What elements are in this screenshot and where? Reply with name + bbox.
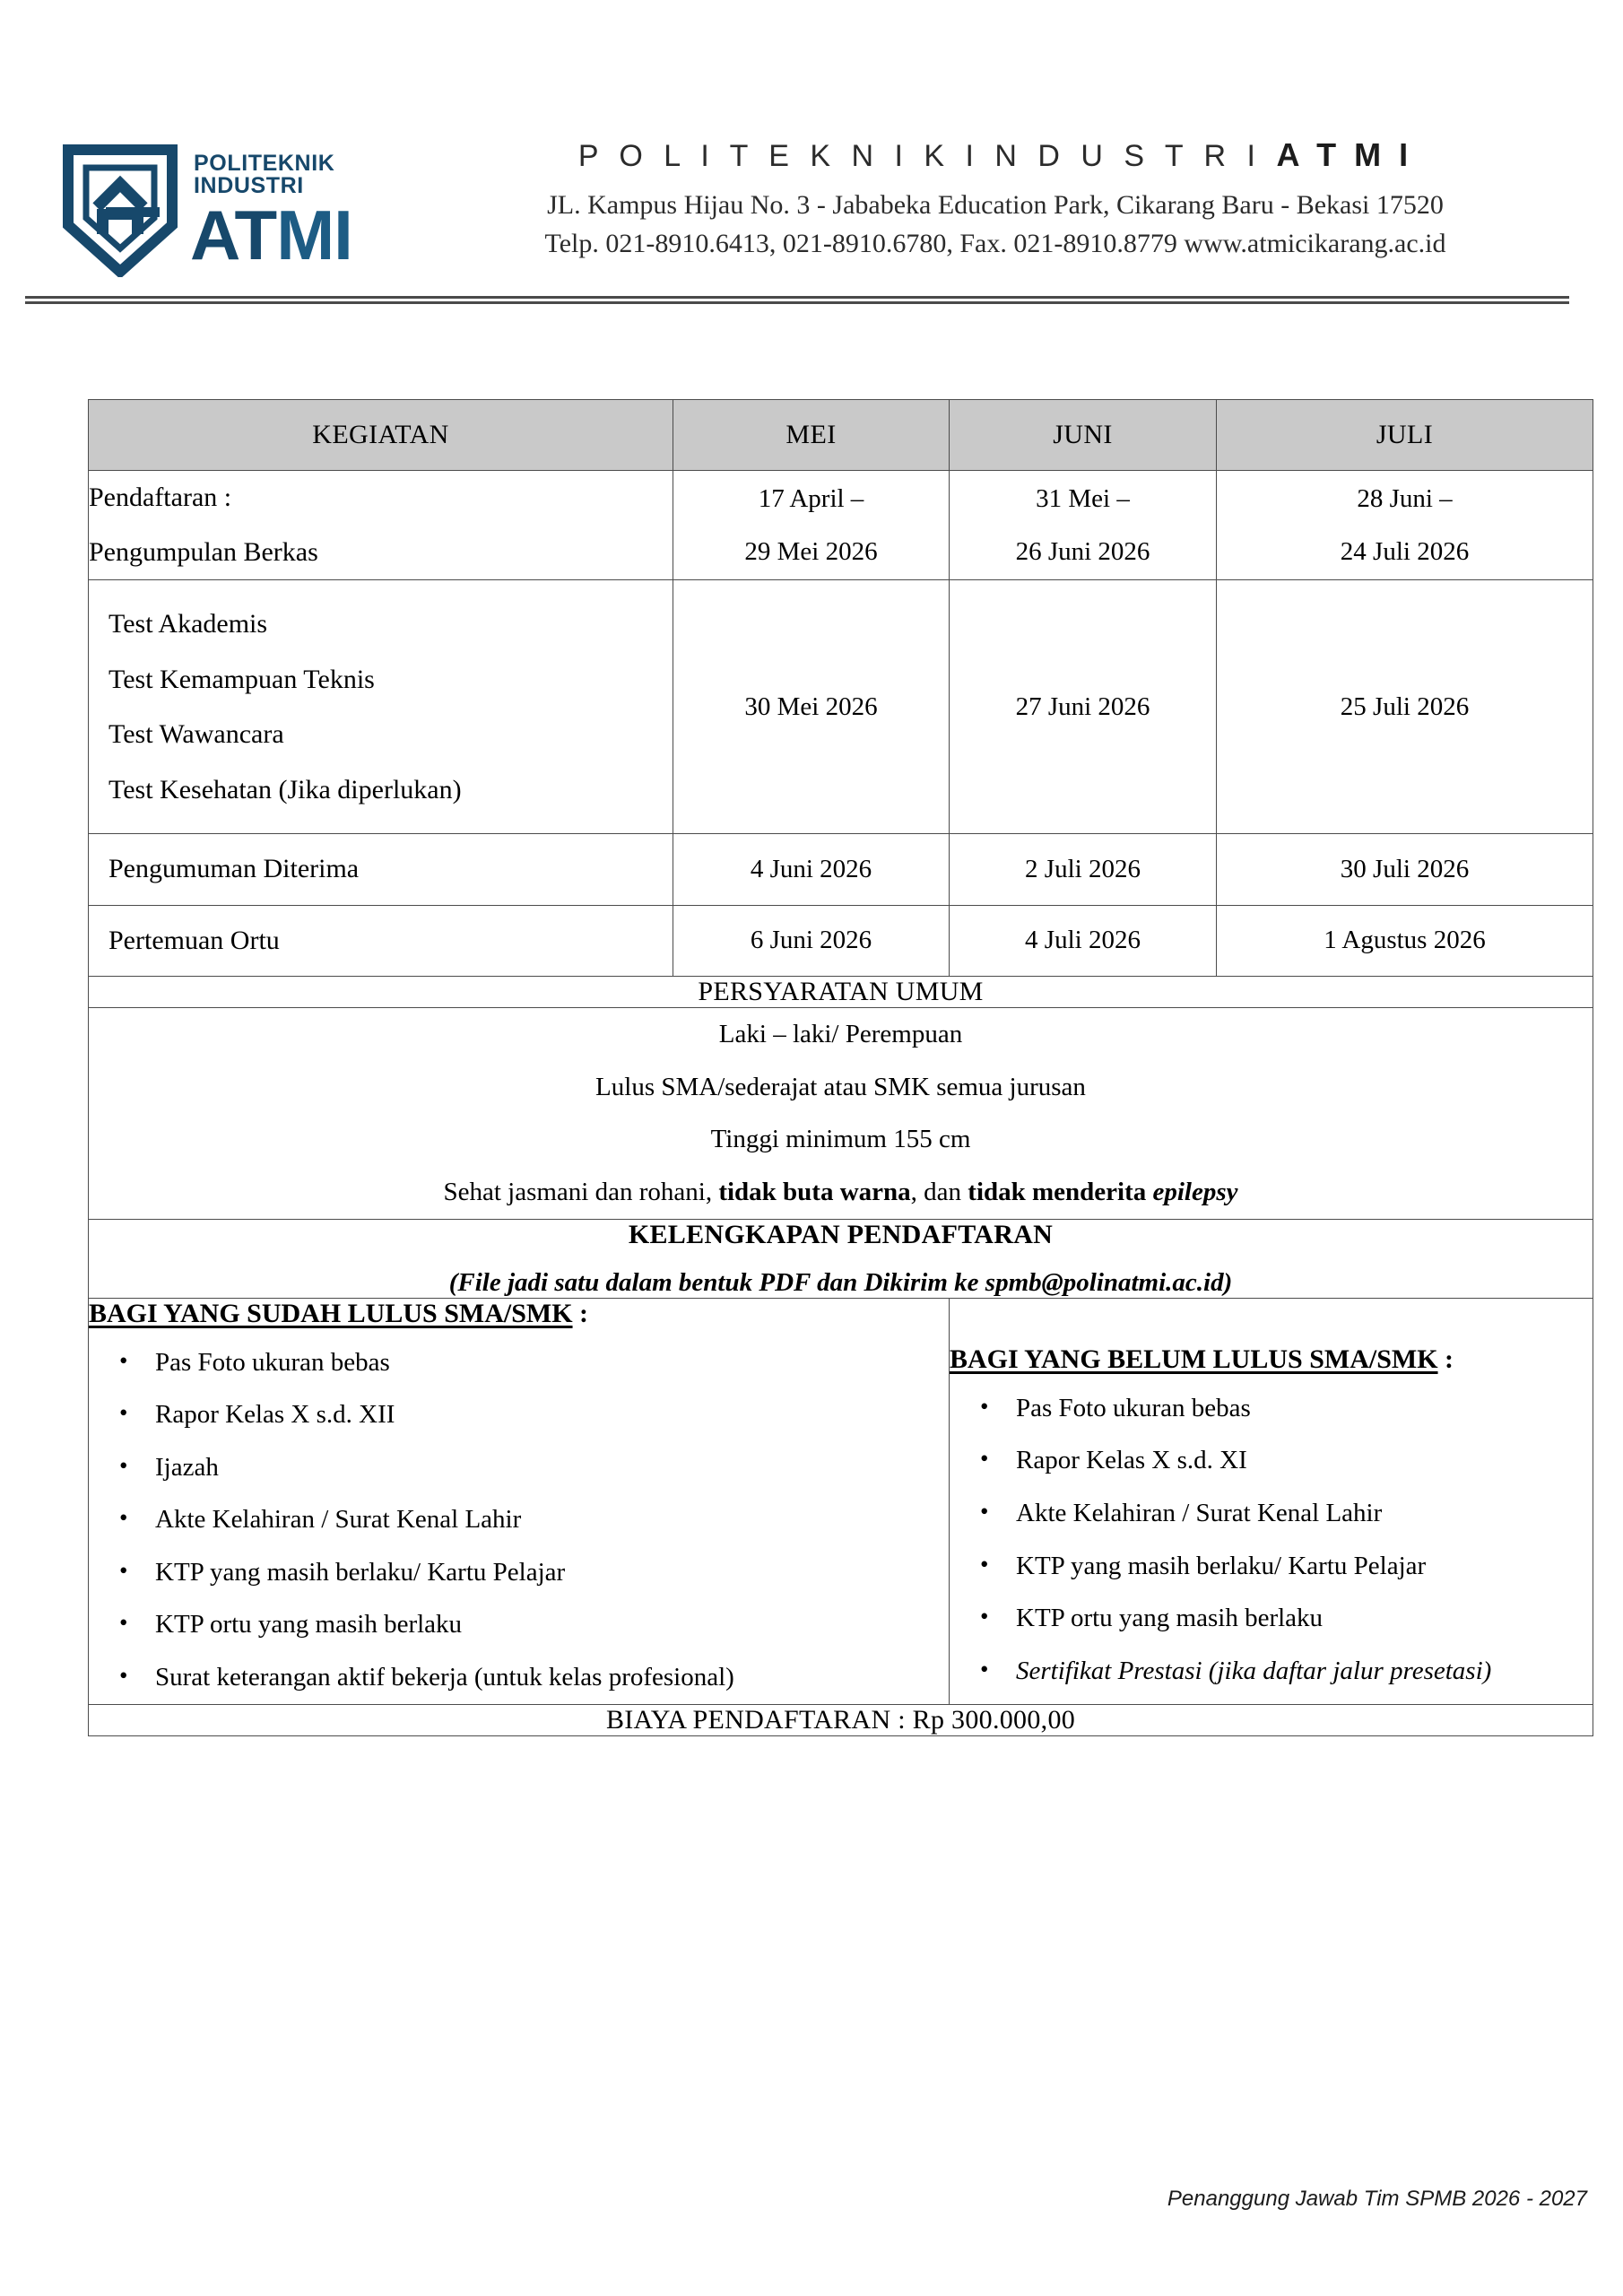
header-juli: JULI (1217, 400, 1593, 471)
kelengkapan-pendaftaran-block (89, 1219, 1593, 1298)
persyaratan-line: Lulus SMA/sederajat atau SMK semua jurusan (595, 1072, 1086, 1101)
list-item: • KTP yang masih berlaku/ Kartu Pelajar (1016, 1540, 1593, 1593)
row-label-line: Test Akademis (108, 609, 268, 639)
health-text-a: Sehat jasmani dan rohani, (443, 1177, 719, 1206)
date-line: 26 Juni 2026 (1015, 536, 1150, 566)
list-item: • Pas Foto ukuran bebas (155, 1336, 949, 1389)
logo-wordmark (190, 150, 439, 274)
date-line: 29 Mei 2026 (744, 536, 878, 566)
list-item: • Rapor Kelas X s.d. XI (1016, 1434, 1593, 1487)
cell-ortu-juli: 1 Agustus 2026 (1217, 905, 1593, 977)
row-label-line: Test Kemampuan Teknis (108, 664, 375, 694)
table-row (89, 580, 1593, 834)
footer-note: Penanggung Jawab Tim SPMB 2026 - 2027 (1167, 2187, 1587, 2211)
kelengkapan-subtitle: (File jadi satu dalam bentuk PDF dan Dikirim ke spmb@polinatmi.ac.id) (448, 1267, 1233, 1297)
not-graduated-heading-wrap (950, 1344, 1593, 1382)
cell-ortu-juni: 4 Juli 2026 (950, 905, 1217, 977)
list-item: • Surat keterangan aktif bekerja (untuk kelas profesional) (155, 1651, 949, 1704)
list-item: • Akte Kelahiran / Surat Kenal Lahir (1016, 1487, 1593, 1540)
logo-atmi-text (190, 195, 439, 274)
row-label-line: Test Kesehatan (Jika diperlukan) (108, 774, 462, 804)
cell-pengumuman-mei: 4 Juni 2026 (673, 834, 950, 906)
health-text-b: tidak buta warna (718, 1177, 911, 1206)
health-text-c: , dan (910, 1177, 968, 1206)
institution-title (448, 136, 1542, 174)
letterhead (0, 0, 1623, 323)
logo-atmi-part1: AT (190, 195, 277, 274)
table-row (89, 905, 1593, 977)
cell-test-mei: 30 Mei 2026 (673, 580, 950, 834)
health-text-d: tidak menderita (968, 1177, 1153, 1206)
table-row (89, 1298, 1593, 1704)
table-row (89, 1008, 1593, 1219)
row-label-line: Test Wawancara (108, 719, 284, 750)
cell-pengumuman-juni: 2 Juli 2026 (950, 834, 1217, 906)
row-label-pertemuan-ortu: Pertemuan Ortu (89, 905, 673, 977)
list-item-italic (1016, 1645, 1593, 1698)
requirements-not-graduated-column (950, 1298, 1593, 1704)
institution-title-prefix: P O L I T E K N I K I N D U S T R I (577, 139, 1277, 173)
table-row (89, 834, 1593, 906)
header-kegiatan: KEGIATAN (89, 400, 673, 471)
table-row (89, 977, 1593, 1008)
requirements-graduated-column (89, 1298, 950, 1704)
atmi-logo (63, 139, 439, 283)
date-line: 28 Juni – (1357, 484, 1453, 514)
list-item: • Pas Foto ukuran bebas (1016, 1382, 1593, 1435)
graduated-heading-wrap (89, 1299, 949, 1336)
header-divider (25, 296, 1569, 304)
logo-kicker-text: POLITEKNIK INDUSTRI (194, 150, 335, 198)
biaya-pendaftaran: BIAYA PENDAFTARAN : Rp 300.000,00 (89, 1704, 1593, 1735)
header-mei: MEI (673, 400, 950, 471)
list-item: • KTP ortu yang masih berlaku (155, 1598, 949, 1651)
kelengkapan-title: KELENGKAPAN PENDAFTARAN (628, 1219, 1054, 1249)
cell-pendaftaran-juni (950, 471, 1217, 580)
graduated-heading: BAGI YANG SUDAH LULUS SMA/SMK (89, 1298, 573, 1328)
list-item-italic-text: Sertifikat Prestasi (jika daftar jalur presetasi) (1016, 1656, 1492, 1685)
date-line: 31 Mei – (1036, 484, 1130, 514)
address-line-2: Telp. 021-8910.6413, 021-8910.6780, Fax. 021-8910.8779 www.atmicikarang.ac.id (544, 228, 1446, 258)
list-item: • KTP yang masih berlaku/ Kartu Pelajar (155, 1546, 949, 1599)
persyaratan-umum-title: PERSYARATAN UMUM (89, 977, 1593, 1008)
graduated-requirements-list (89, 1336, 949, 1704)
cell-ortu-mei: 6 Juni 2026 (673, 905, 950, 977)
admission-schedule-table (88, 399, 1593, 1736)
not-graduated-heading: BAGI YANG BELUM LULUS SMA/SMK (950, 1344, 1438, 1374)
row-label-pendaftaran (89, 471, 673, 580)
graduated-heading-colon: : (572, 1298, 589, 1328)
address-line-1: JL. Kampus Hijau No. 3 - Jababeka Education Park, Cikarang Baru - Bekasi 17520 (547, 190, 1444, 220)
cell-test-juni: 27 Juni 2026 (950, 580, 1217, 834)
cell-pengumuman-juli: 30 Juli 2026 (1217, 834, 1593, 906)
list-item: • Ijazah (155, 1441, 949, 1494)
row-label-line: Pengumpulan Berkas (89, 536, 318, 567)
date-line: 24 Juli 2026 (1340, 536, 1470, 566)
persyaratan-line-health (89, 1166, 1593, 1219)
not-graduated-requirements-list (950, 1382, 1593, 1697)
shield-logo-icon (63, 144, 178, 277)
persyaratan-umum-body (89, 1008, 1593, 1219)
row-label-line: Pendaftaran : (89, 483, 232, 512)
cell-test-juli: 25 Juli 2026 (1217, 580, 1593, 834)
cell-pendaftaran-juli (1217, 471, 1593, 580)
institution-title-bold: A T M I (1276, 136, 1413, 173)
health-text-e: epilepsy (1152, 1177, 1238, 1206)
cell-pendaftaran-mei (673, 471, 950, 580)
persyaratan-line: Tinggi minimum 155 cm (710, 1125, 971, 1154)
persyaratan-line: Laki – laki/ Perempuan (718, 1020, 963, 1049)
table-header-row (89, 400, 1593, 471)
row-label-tests (89, 580, 673, 834)
logo-atmi-part2: MI (276, 195, 352, 274)
table-row (89, 1704, 1593, 1735)
date-line: 17 April – (758, 484, 864, 514)
table-row (89, 1219, 1593, 1298)
not-graduated-heading-colon: : (1437, 1344, 1454, 1374)
list-item: • Akte Kelahiran / Surat Kenal Lahir (155, 1493, 949, 1546)
header-juni: JUNI (950, 400, 1217, 471)
list-item: • KTP ortu yang masih berlaku (1016, 1592, 1593, 1645)
row-label-pengumuman: Pengumuman Diterima (89, 834, 673, 906)
list-item: • Rapor Kelas X s.d. XII (155, 1388, 949, 1441)
table-row (89, 471, 1593, 580)
letterhead-text-block (448, 136, 1542, 263)
